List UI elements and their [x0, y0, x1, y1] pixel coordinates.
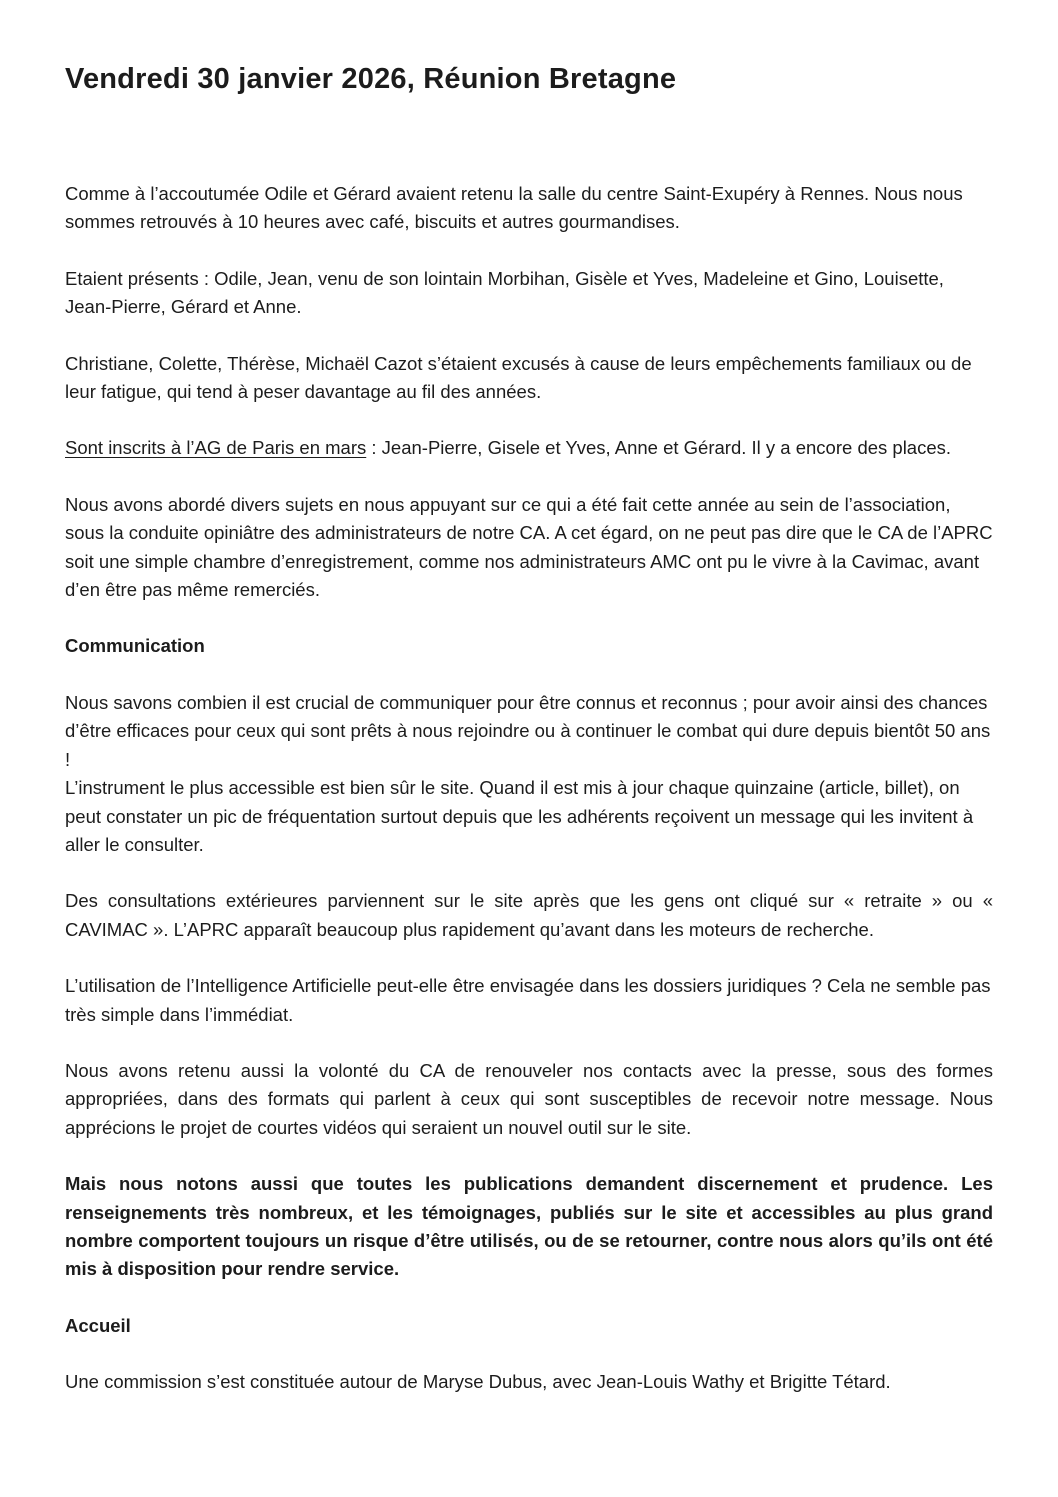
section-heading-accueil: Accueil — [65, 1314, 131, 1336]
ag-paris-underlined-lead: Sont inscrits à l’AG de Paris en mars — [65, 437, 367, 459]
paragraph-external-visits: Des consultations extérieures parviennent sur le site après que les gens ont cliqué sur « retraite » ou « CAVIMAC ». L’APRC apparaît beaucoup plus rapidement qu’avant dans les moteurs de recherche. — [65, 890, 993, 940]
document-title: Vendredi 30 janvier 2026, Réunion Bretagne — [65, 63, 677, 95]
paragraph-commission: Une commission s’est constituée autour de Maryse Dubus, avec Jean-Louis Wathy et Brigitte Tétard. — [65, 1371, 891, 1393]
communication-site-line2: L’instrument le plus accessible est bien sûr le site. Quand il est mis à jour chaque quinzaine (article, billet), on peut constater un pic de fréquentation surtout depuis que les adhérents reçoivent un message qui les invitent à aller le consulter. — [65, 777, 974, 855]
paragraph-communication-site — [65, 689, 993, 859]
paragraph-attendees: Etaient présents : Odile, Jean, venu de son lointain Morbihan, Gisèle et Yves, Madeleine et Gino, Louisette, Jean-Pierre, Gérard et Anne. — [65, 267, 944, 318]
paragraph-ag-paris — [65, 434, 993, 462]
paragraph-publications-warning: Mais nous notons aussi que toutes les publications demandent discernement et prudence. Les renseignements très nombreux, et les témoignages, publiés sur le site et accessibles au plus grand nombre comportent toujours un risque d’être utilisés, ou de se retourner, contre nous alors qu’ils ont été mis à disposition pour rendre service. — [65, 1173, 993, 1280]
communication-site-line1: Nous savons combien il est crucial de communiquer pour être connus et reconnus ; pour avoir ainsi des chances d’être efficaces pour ceux qui sont prêts à nous rejoindre ou à continuer le combat qui dure depuis bientôt 50 ans ! — [65, 691, 991, 770]
section-heading-communication: Communication — [65, 635, 205, 657]
ag-paris-rest: : Jean-Pierre, Gisele et Yves, Anne et Gérard. Il y a encore des places. — [366, 437, 952, 459]
paragraph-venue: Comme à l’accoutumée Odile et Gérard avaient retenu la salle du centre Saint-Exupéry à Rennes. Nous nous sommes retrouvés à 10 heures avec café, biscuits et autres gourmandises. — [65, 183, 963, 233]
paragraph-topics-ca: Nous avons abordé divers sujets en nous appuyant sur ce qui a été fait cette année au sein de l’association, sous la conduite opiniâtre des administrateurs de notre CA. A cet égard, on ne peut pas dire que le CA de l’APRC soit une simple chambre d’enregistrement, comme nos administrateurs AMC ont pu le vivre à la Cavimac, avant d’en être pas même remerciés. — [65, 493, 993, 601]
paragraph-excused: Christiane, Colette, Thérèse, Michaël Cazot s’étaient excusés à cause de leurs empêchements familiaux ou de leur fatigue, qui tend à peser davantage au fil des années. — [65, 352, 972, 403]
paragraph-artificial-intelligence: L’utilisation de l’Intelligence Artificielle peut-elle être envisagée dans les dossiers juridiques ? Cela ne semble pas très simple dans l’immédiat. — [65, 975, 991, 1025]
paragraph-press-contacts: Nous avons retenu aussi la volonté du CA de renouveler nos contacts avec la presse, sous des formes appropriées, dans des formats qui parlent à ceux qui sont susceptibles de recevoir notre message. Nous apprécions le projet de courtes vidéos qui seraient un nouvel outil sur le site. — [65, 1059, 993, 1138]
